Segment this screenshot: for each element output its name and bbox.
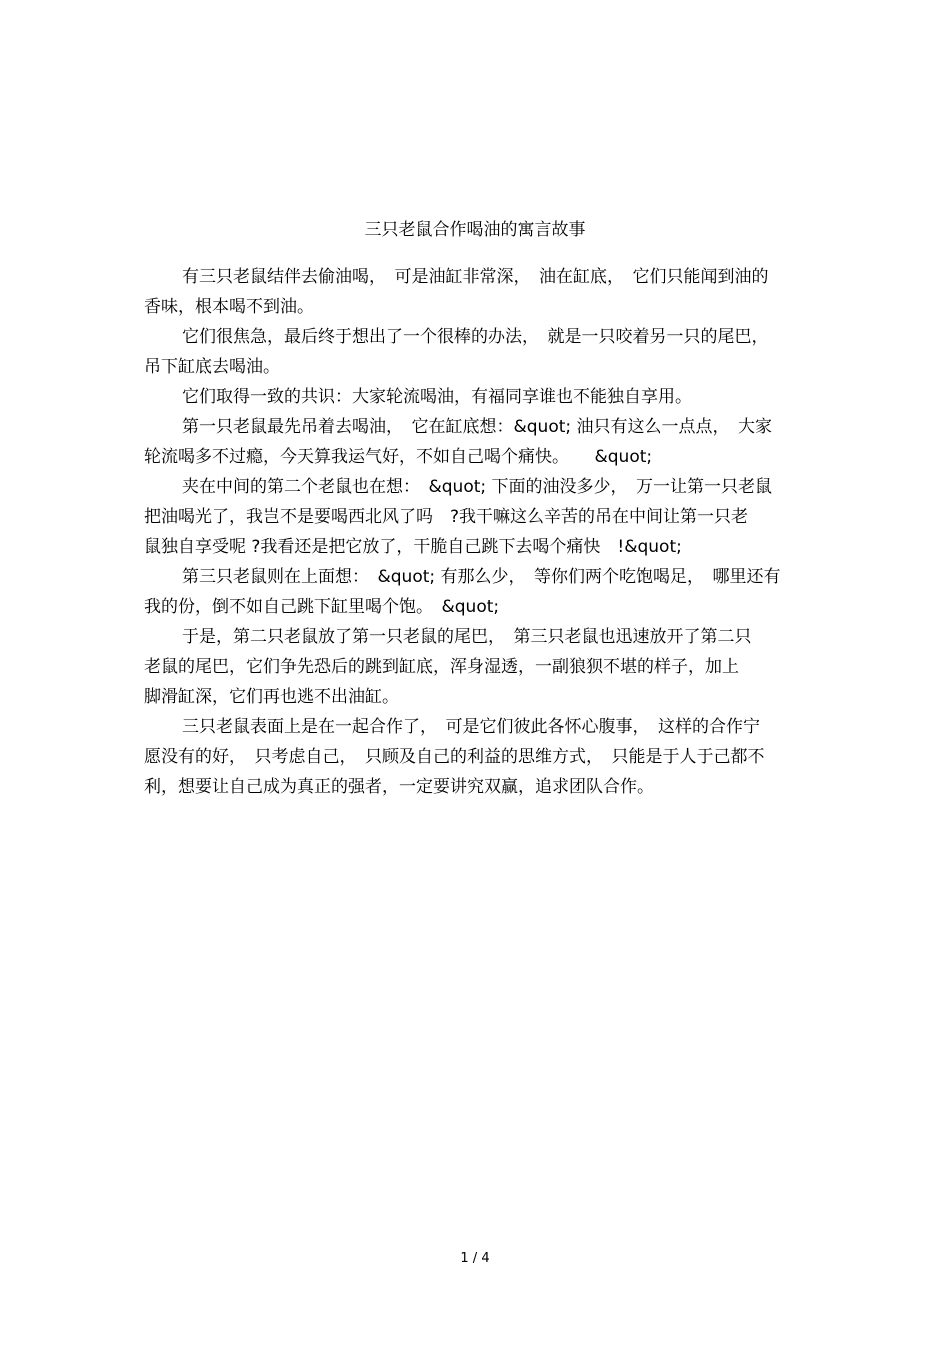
text-line: 有三只老鼠结伴去偷油喝， 可是油缸非常深， 油在缸底， 它们只能闻到油的: [182, 267, 769, 287]
text-line: 轮流喝多不过瘾，今天算我运气好，不如自己喝个痛快。 &quot;: [144, 447, 653, 467]
text-line: 脚滑缸深，它们再也逃不出油缸。: [144, 687, 399, 707]
text-line: 于是，第二只老鼠放了第一只老鼠的尾巴， 第三只老鼠也迅速放开了第二只: [182, 627, 752, 647]
text-line: 我的份，倒不如自己跳下缸里喝个饱。 &quot;: [144, 597, 500, 617]
text-line: 利，想要让自己成为真正的强者，一定要讲究双赢，追求团队合作。: [144, 777, 654, 797]
article-body: [144, 262, 806, 802]
text-line: 香味，根本喝不到油。: [144, 297, 314, 317]
text-line: 夹在中间的第二个老鼠也在想： &quot; 下面的油没多少， 万一让第一只老鼠: [182, 477, 773, 497]
page-number: 1 / 4: [460, 1251, 490, 1266]
text-line: 三只老鼠表面上是在一起合作了， 可是它们彼此各怀心腹事， 这样的合作宁: [182, 717, 760, 737]
text-line: 它们很焦急，最后终于想出了一个很棒的办法， 就是一只咬着另一只的尾巴，: [182, 327, 769, 347]
text-line: 把油喝光了，我岂不是要喝西北风了吗 ?我干嘛这么辛苦的吊在中间让第一只老: [144, 507, 749, 527]
text-line: 老鼠的尾巴，它们争先恐后的跳到缸底，浑身湿透，一副狼狈不堪的样子，加上: [144, 657, 739, 677]
text-line: 它们取得一致的共识：大家轮流喝油，有福同享谁也不能独自享用。: [182, 387, 692, 407]
document-title: 三只老鼠合作喝油的寓言故事: [364, 220, 586, 240]
text-line: 愿没有的好， 只考虑自己， 只顾及自己的利益的思维方式， 只能是于人于己都不: [144, 747, 765, 767]
text-line: 第一只老鼠最先吊着去喝油， 它在缸底想：&quot; 油只有这么一点点， 大家: [182, 417, 773, 437]
text-line: 吊下缸底去喝油。: [144, 357, 280, 377]
text-line: 第三只老鼠则在上面想： &quot; 有那么少， 等你们两个吃饱喝足， 哪里还有: [182, 567, 781, 587]
text-line: 鼠独自享受呢 ?我看还是把它放了，干脆自己跳下去喝个痛快 !&quot;: [144, 537, 682, 557]
